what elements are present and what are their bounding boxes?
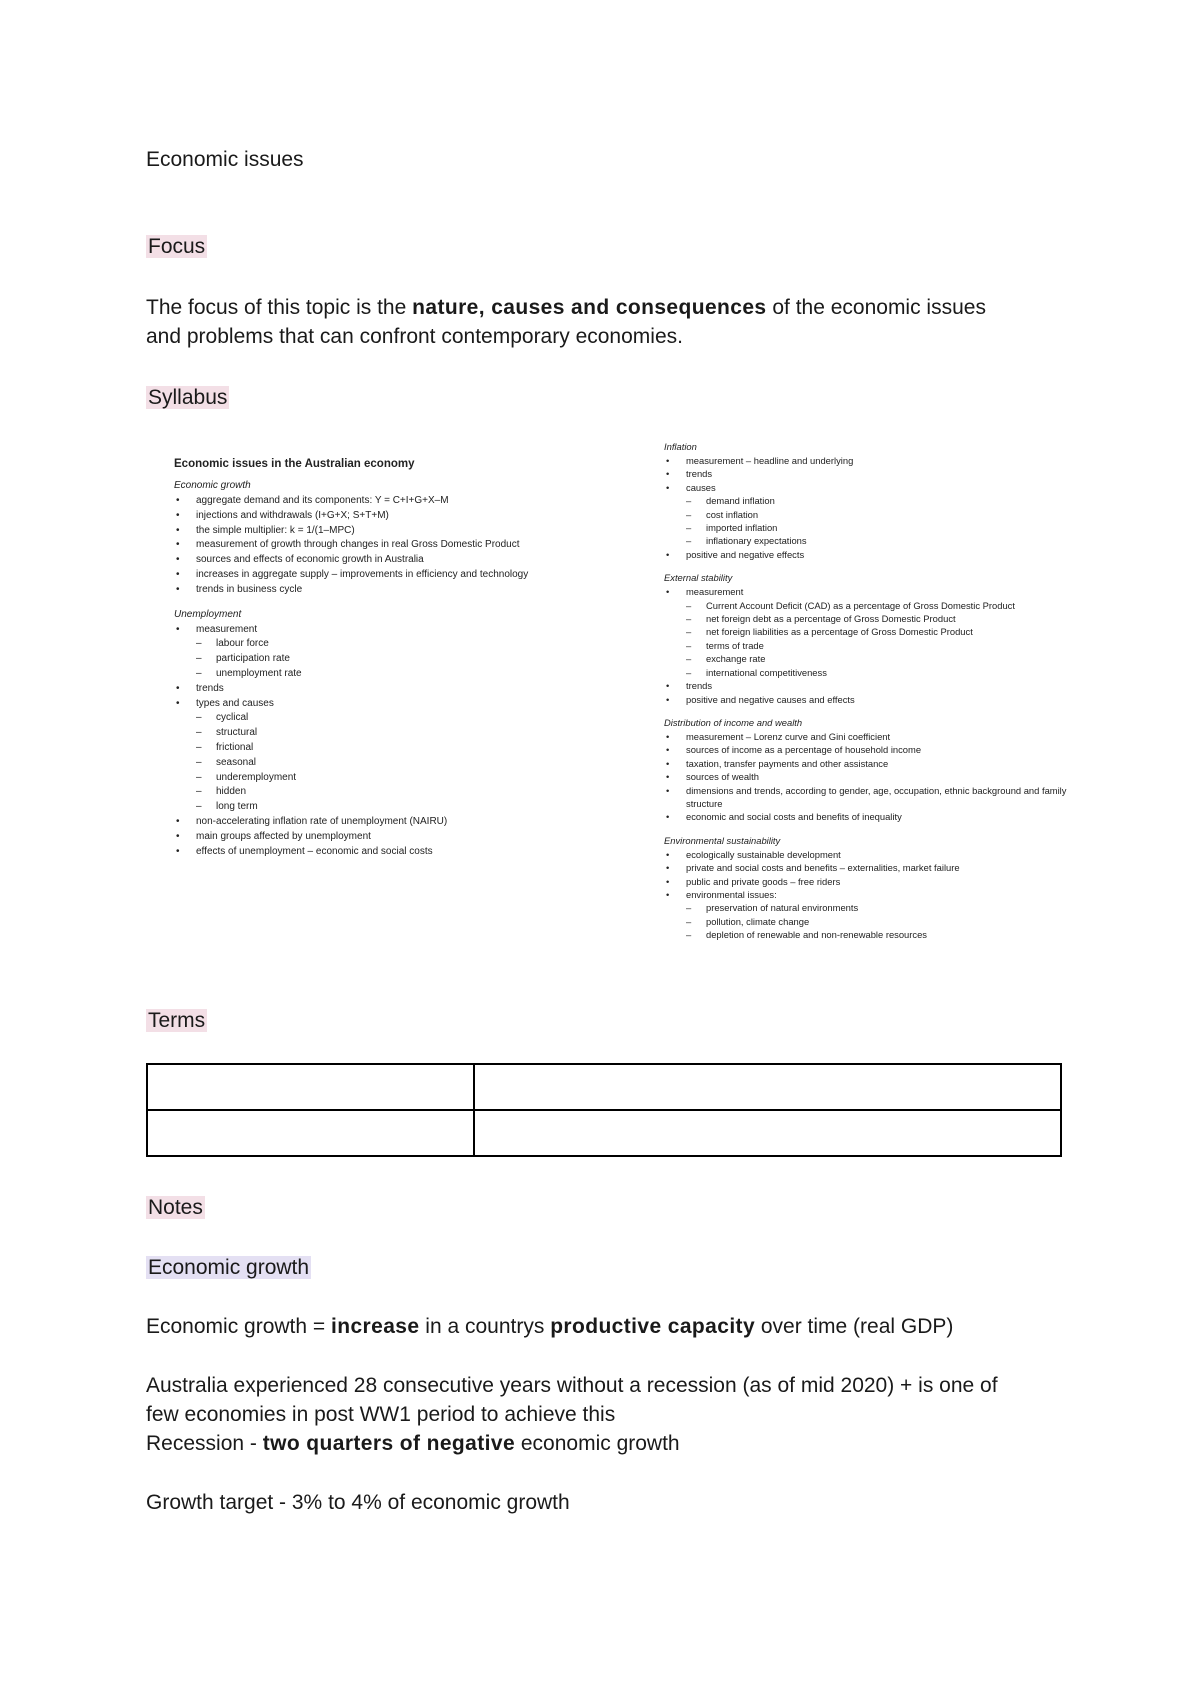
definition-bold-increase: increase — [331, 1315, 420, 1338]
list-item: • positive and negative effects — [664, 548, 1084, 561]
growth-target: Growth target - 3% to 4% of economic growth — [146, 1491, 570, 1514]
sub-list-item: – unemployment rate — [174, 667, 614, 682]
list-item: • sources and effects of economic growth in Australia — [174, 553, 614, 568]
focus-text-bold: nature, causes and consequences — [412, 296, 767, 319]
notes-heading-text: Notes — [148, 1196, 203, 1219]
sub-list-item: – demand inflation — [664, 494, 1084, 507]
list-item: • increases in aggregate supply – improvements in efficiency and technology — [174, 568, 614, 583]
environment-heading: Environmental sustainability — [664, 834, 781, 846]
document-title: Economic issues — [146, 148, 304, 171]
recession-post: economic growth — [515, 1432, 680, 1455]
list-item: • private and social costs and benefits – externalities, market failure — [664, 861, 1084, 874]
sub-list-item: – exchange rate — [664, 652, 1084, 665]
syllabus-heading-text: Syllabus — [148, 386, 228, 409]
distribution-heading: Distribution of income and wealth — [664, 716, 803, 728]
list-item — [664, 888, 1084, 942]
sub-list — [196, 711, 614, 815]
syllabus-heading — [146, 383, 229, 412]
definition-pre: Economic growth = — [146, 1315, 332, 1338]
focus-paragraph-line-1 — [146, 293, 986, 322]
focus-heading-text: Focus — [148, 235, 206, 258]
sub-list-item: – cost inflation — [664, 508, 1084, 521]
list-item-text: environmental issues: — [686, 888, 777, 900]
external-stability-heading: External stability — [664, 572, 733, 584]
external-stability-list — [664, 585, 1084, 706]
australia-note-line-2: few economies in post WW1 period to achieve this — [146, 1403, 616, 1426]
list-item: • trends — [664, 679, 1084, 692]
definition-post: over time (real GDP) — [755, 1315, 954, 1338]
sub-list-item: – long term — [174, 800, 614, 815]
unemployment-list — [174, 623, 614, 860]
list-item: • sources of income as a percentage of household income — [664, 743, 1084, 756]
syllabus-left-column — [174, 440, 614, 859]
sub-list-item: – hidden — [174, 785, 614, 800]
syllabus-right-column — [664, 440, 1084, 942]
inflation-list — [664, 454, 1084, 561]
economic-growth-subheading — [146, 1253, 311, 1282]
table-cell[interactable] — [474, 1064, 1061, 1110]
sub-list-item: – terms of trade — [664, 639, 1084, 652]
sub-list — [686, 901, 1084, 941]
distribution-list — [664, 730, 1084, 824]
sub-list-item: – net foreign liabilities as a percentage of Gross Domestic Product — [664, 625, 1084, 638]
list-item — [174, 623, 614, 682]
table-cell[interactable] — [147, 1110, 474, 1156]
recession-bold: two quarters of negative — [262, 1432, 516, 1455]
inflation-heading: Inflation — [664, 441, 697, 452]
table-cell[interactable] — [147, 1064, 474, 1110]
growth-definition — [146, 1312, 953, 1341]
list-item: • positive and negative causes and effects — [664, 693, 1084, 706]
list-item-text: measurement — [196, 623, 258, 635]
list-item: • non-accelerating inflation rate of unemployment (NAIRU) — [174, 815, 614, 830]
list-item: • trends — [174, 682, 614, 697]
list-item: • injections and withdrawals (I+G+X; S+T+M) — [174, 509, 614, 524]
terms-heading — [146, 1006, 207, 1035]
focus-text-post: of the economic issues — [766, 296, 986, 319]
syllabus-title: Economic issues in the Australian economy — [174, 458, 415, 470]
list-item — [664, 585, 1084, 679]
environment-list — [664, 848, 1084, 942]
list-item: • public and private goods – free riders — [664, 875, 1084, 888]
sub-list-item: – preservation of natural environments — [664, 901, 1084, 914]
table-row — [147, 1110, 1061, 1156]
list-item: • ecologically sustainable development — [664, 848, 1084, 861]
sub-list-item: – pollution, climate change — [664, 915, 1084, 928]
unemployment-heading: Unemployment — [174, 608, 242, 620]
list-item: • measurement of growth through changes in real Gross Domestic Product — [174, 538, 614, 553]
table-cell[interactable] — [474, 1110, 1061, 1156]
sub-list-item: – participation rate — [174, 652, 614, 667]
sub-list-item: – labour force — [174, 637, 614, 652]
sub-list — [196, 637, 614, 681]
sub-list-item: – depletion of renewable and non-renewable resources — [664, 928, 1084, 941]
focus-paragraph-line-2: and problems that can confront contemporary economies. — [146, 325, 683, 348]
recession-pre: Recession - — [146, 1432, 263, 1455]
list-item — [174, 697, 614, 815]
sub-list-item: – cyclical — [174, 711, 614, 726]
list-item-text: causes — [686, 481, 716, 493]
list-item-text: types and causes — [196, 697, 274, 709]
list-item: • measurement – Lorenz curve and Gini coefficient — [664, 730, 1084, 743]
growth-list — [174, 494, 614, 598]
sub-list-item: – imported inflation — [664, 521, 1084, 534]
sub-list-item: – underemployment — [174, 771, 614, 786]
notes-heading — [146, 1193, 205, 1222]
list-item: • trends — [664, 467, 1084, 480]
sub-list-item: – inflationary expectations — [664, 534, 1084, 547]
australia-note-line-1: Australia experienced 28 consecutive years without a recession (as of mid 2020) + is one of — [146, 1374, 998, 1397]
sub-list-item: – seasonal — [174, 756, 614, 771]
terms-table — [146, 1063, 1062, 1157]
focus-text-pre: The focus of this topic is the — [146, 296, 413, 319]
sub-list-item: – international competitiveness — [664, 666, 1084, 679]
list-item-text: measurement — [686, 586, 744, 598]
sub-list — [686, 599, 1084, 679]
list-item: • effects of unemployment – economic and social costs — [174, 845, 614, 860]
syllabus-image — [166, 440, 1066, 950]
list-item: • trends in business cycle — [174, 583, 614, 598]
sub-list-item: – net foreign debt as a percentage of Gross Domestic Product — [664, 612, 1084, 625]
list-item: • the simple multiplier: k = 1/(1–MPC) — [174, 524, 614, 539]
list-item: • economic and social costs and benefits of inequality — [664, 810, 1084, 823]
list-item — [664, 481, 1084, 548]
list-item: • aggregate demand and its components: Y = C+I+G+X–M — [174, 494, 614, 509]
growth-heading: Economic growth — [174, 480, 251, 491]
recession-definition — [146, 1429, 680, 1458]
table-row — [147, 1064, 1061, 1110]
sub-list-item: – Current Account Deficit (CAD) as a percentage of Gross Domestic Product — [664, 599, 1084, 612]
list-item: • sources of wealth — [664, 770, 1084, 783]
terms-heading-text: Terms — [148, 1009, 206, 1032]
list-item: • taxation, transfer payments and other assistance — [664, 757, 1084, 770]
list-item: • main groups affected by unemployment — [174, 830, 614, 845]
definition-bold-capacity: productive capacity — [550, 1315, 756, 1338]
sub-list-item: – frictional — [174, 741, 614, 756]
economic-growth-subheading-text: Economic growth — [148, 1256, 310, 1279]
definition-mid: in a countrys — [419, 1315, 551, 1338]
focus-heading — [146, 232, 207, 261]
sub-list-item: – structural — [174, 726, 614, 741]
list-item: • measurement – headline and underlying — [664, 454, 1084, 467]
list-item: • dimensions and trends, according to gender, age, occupation, ethnic background and family structure — [664, 784, 1084, 811]
sub-list — [686, 494, 1084, 548]
